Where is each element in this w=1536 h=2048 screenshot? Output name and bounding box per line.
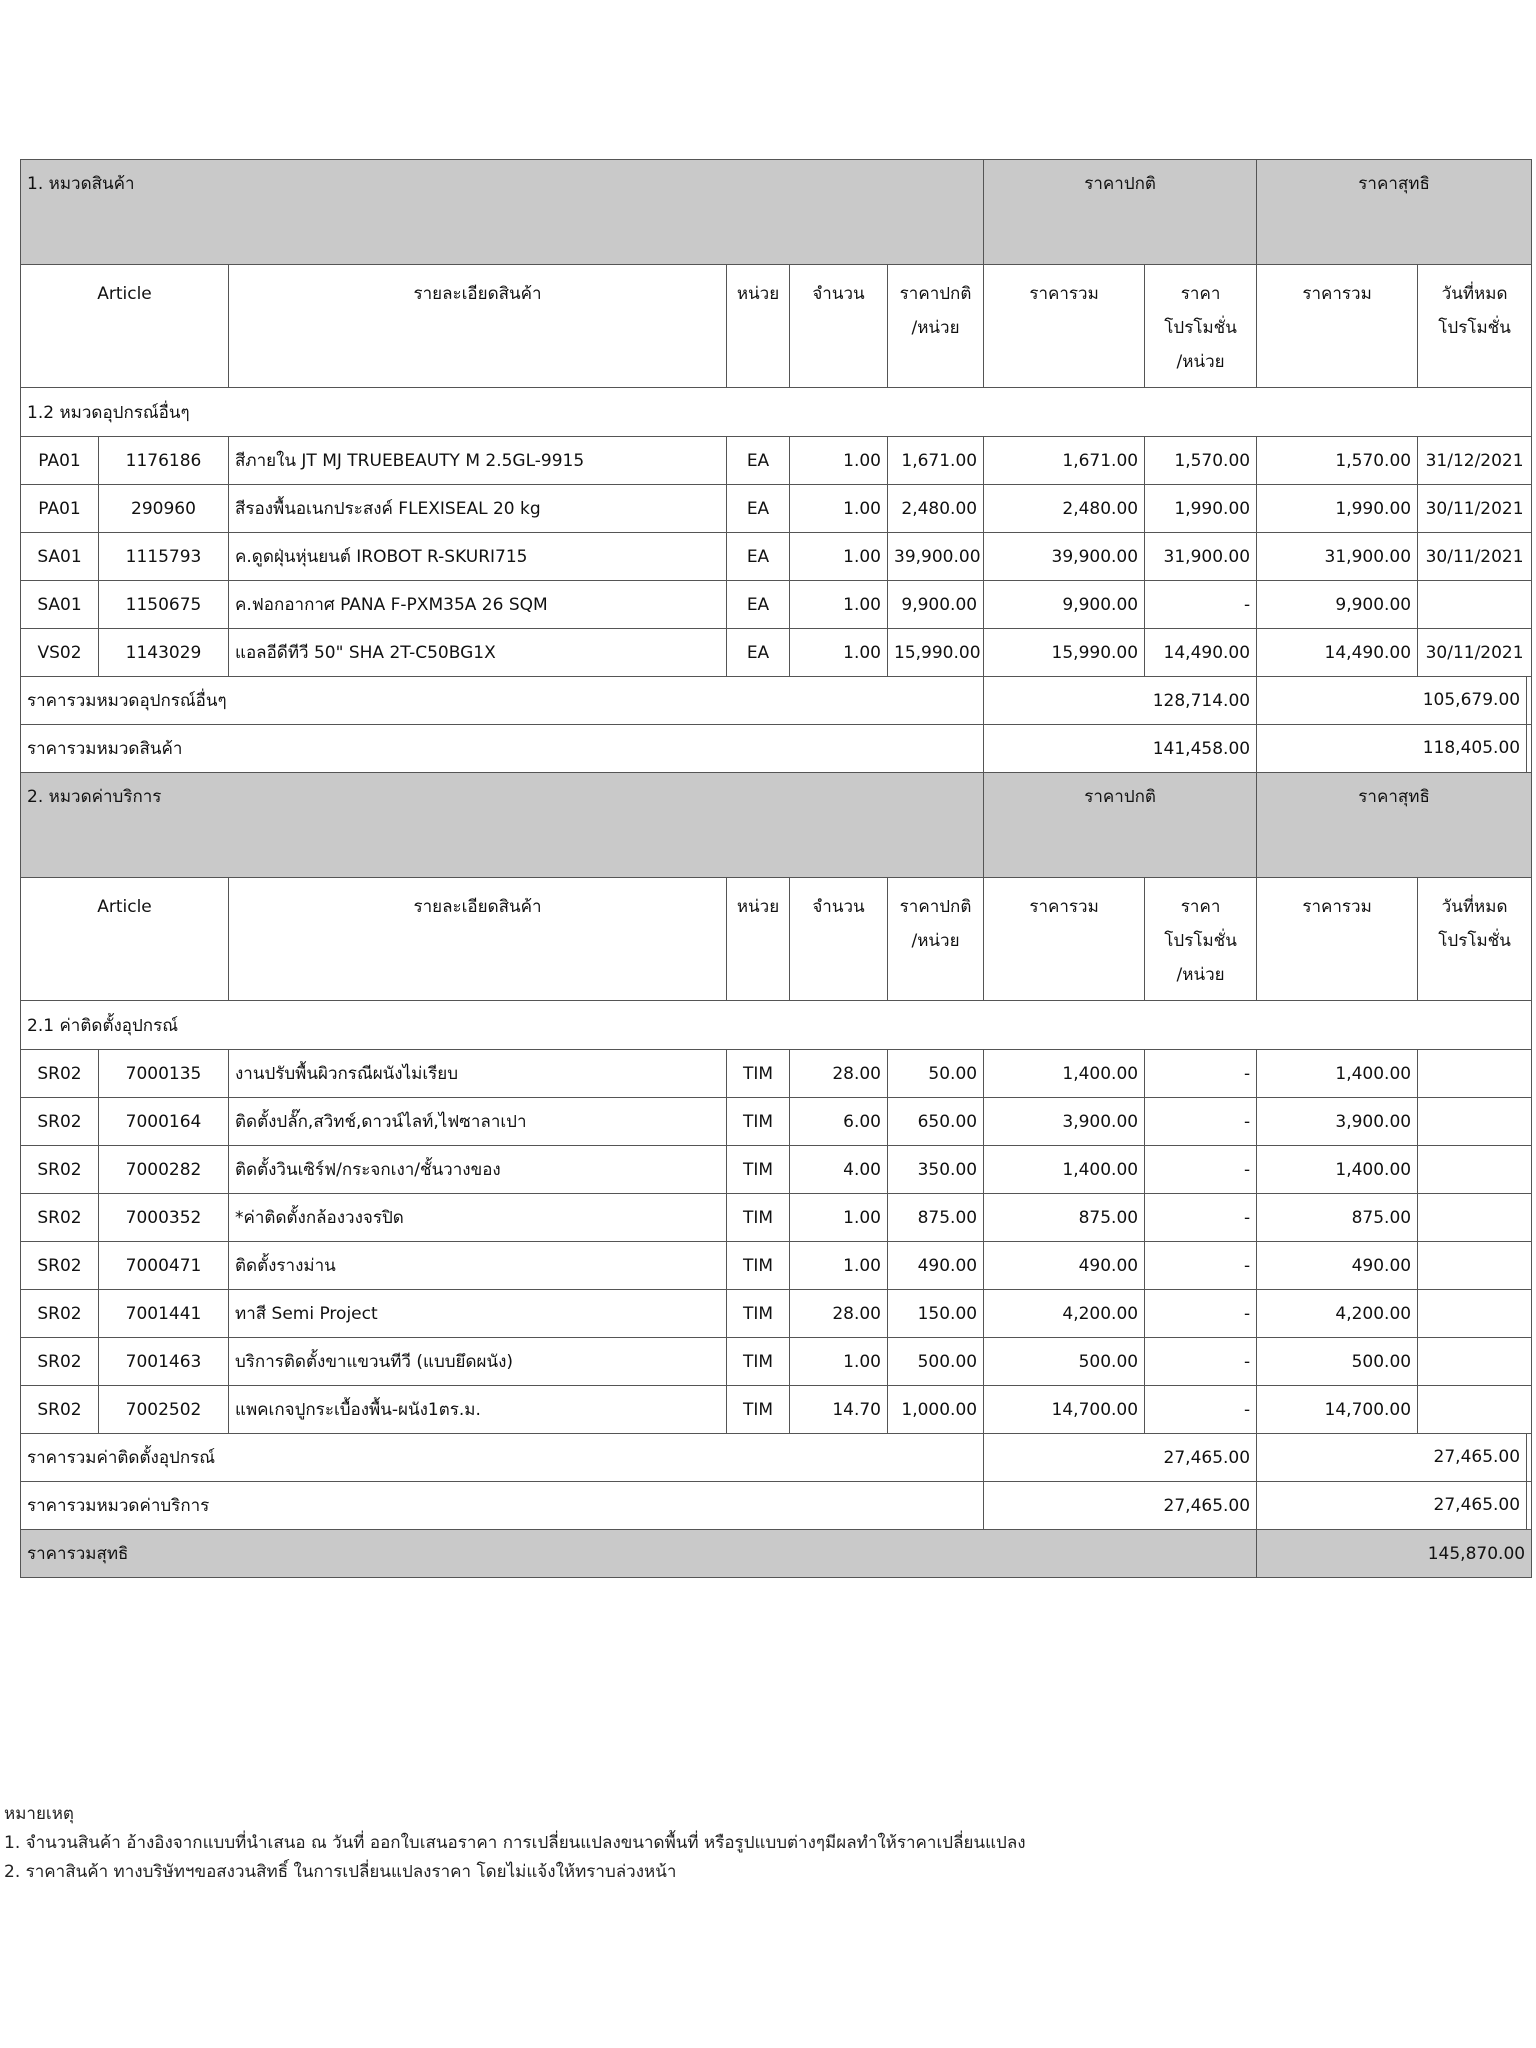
section-header — [21, 160, 1532, 265]
subtotal-label: ราคารวมค่าติดตั้งอุปกรณ์ — [21, 1434, 984, 1482]
item-unit: EA — [727, 629, 790, 677]
item-unit-price: 9,900.00 — [888, 581, 984, 629]
item-net-total: 4,200.00 — [1257, 1290, 1418, 1338]
subtotal-row — [21, 677, 1532, 725]
col-description: รายละเอียดสินค้า — [229, 265, 727, 388]
item-article: 290960 — [99, 485, 229, 533]
item-quantity: 6.00 — [790, 1098, 888, 1146]
col-unit-price: ราคาปกติ /หน่วย — [888, 878, 984, 1001]
item-article: 7000352 — [99, 1194, 229, 1242]
item-unit-price: 650.00 — [888, 1098, 984, 1146]
item-unit-price: 1,671.00 — [888, 437, 984, 485]
item-promo-end — [1418, 581, 1532, 629]
item-code: SR02 — [21, 1290, 99, 1338]
item-promo-end: 30/11/2021 — [1418, 485, 1532, 533]
column-header-row — [21, 265, 1532, 388]
item-total: 500.00 — [984, 1338, 1145, 1386]
section-header — [21, 773, 1532, 878]
notes — [4, 1800, 1026, 1887]
regular-price-heading: ราคาปกติ — [984, 773, 1257, 878]
regular-price-heading: ราคาปกติ — [984, 160, 1257, 265]
item-unit: TIM — [727, 1242, 790, 1290]
item-article: 1143029 — [99, 629, 229, 677]
item-quantity: 1.00 — [790, 629, 888, 677]
subtotal-net-cell — [1257, 1434, 1532, 1482]
item-promo-end: 31/12/2021 — [1418, 437, 1532, 485]
item-net-total: 875.00 — [1257, 1194, 1418, 1242]
item-unit-price: 50.00 — [888, 1050, 984, 1098]
notes-title: หมายเหตุ — [4, 1804, 74, 1824]
category-total-net: 118,405.00 — [1257, 725, 1527, 772]
item-quantity: 1.00 — [790, 437, 888, 485]
item-promo-price: 1,990.00 — [1145, 485, 1257, 533]
item-description: แอลอีดีทีวี 50" SHA 2T-C50BG1X — [229, 629, 727, 677]
item-unit-price: 490.00 — [888, 1242, 984, 1290]
col-promo-end: วันที่หมด โปรโมชั่น — [1418, 878, 1532, 1001]
item-row — [21, 1386, 1532, 1434]
item-promo-end — [1418, 1050, 1532, 1098]
item-row — [21, 533, 1532, 581]
item-row — [21, 1146, 1532, 1194]
item-description: งานปรับพื้นผิวกรณีผนังไม่เรียบ — [229, 1050, 727, 1098]
item-total: 14,700.00 — [984, 1386, 1145, 1434]
item-promo-end — [1418, 1338, 1532, 1386]
item-total: 1,400.00 — [984, 1050, 1145, 1098]
item-quantity: 1.00 — [790, 1242, 888, 1290]
item-row — [21, 581, 1532, 629]
col-total: ราคารวม — [984, 878, 1145, 1001]
item-quantity: 4.00 — [790, 1146, 888, 1194]
item-unit-price: 500.00 — [888, 1338, 984, 1386]
item-promo-price: - — [1145, 1050, 1257, 1098]
item-row — [21, 1290, 1532, 1338]
item-net-total: 1,570.00 — [1257, 437, 1418, 485]
item-promo-price: - — [1145, 1386, 1257, 1434]
item-promo-price: 1,570.00 — [1145, 437, 1257, 485]
item-total: 490.00 — [984, 1242, 1145, 1290]
col-article: Article — [21, 265, 229, 388]
section-title: 1. หมวดสินค้า — [21, 160, 984, 265]
col-unit-price: ราคาปกติ /หน่วย — [888, 265, 984, 388]
section-title: 2. หมวดค่าบริการ — [21, 773, 984, 878]
item-quantity: 14.70 — [790, 1386, 888, 1434]
item-unit: EA — [727, 533, 790, 581]
item-quantity: 1.00 — [790, 1194, 888, 1242]
item-description: ค.ดูดฝุ่นหุ่นยนต์ IROBOT R-SKURI715 — [229, 533, 727, 581]
item-promo-end: 30/11/2021 — [1418, 533, 1532, 581]
item-unit-price: 150.00 — [888, 1290, 984, 1338]
item-total: 1,400.00 — [984, 1146, 1145, 1194]
category-total-net-cell — [1257, 725, 1532, 773]
col-description: รายละเอียดสินค้า — [229, 878, 727, 1001]
item-promo-price: - — [1145, 1242, 1257, 1290]
item-article: 7001441 — [99, 1290, 229, 1338]
item-net-total: 1,990.00 — [1257, 485, 1418, 533]
item-code: VS02 — [21, 629, 99, 677]
note-item: 1. จำนวนสินค้า อ้างอิงจากแบบที่นำเสนอ ณ วันที่ ออกใบเสนอราคา การเปลี่ยนแปลงขนาดพื้นที่ หรือรูปแบบต่างๆมีผลทำให้ราคาเปลี่ยนแปลง — [4, 1833, 1026, 1853]
item-code: SR02 — [21, 1194, 99, 1242]
item-promo-end — [1418, 1290, 1532, 1338]
item-article: 7000164 — [99, 1098, 229, 1146]
item-net-total: 14,490.00 — [1257, 629, 1418, 677]
category-total-net: 27,465.00 — [1257, 1482, 1527, 1529]
item-net-total: 9,900.00 — [1257, 581, 1418, 629]
subtotal-regular: 27,465.00 — [984, 1434, 1257, 1482]
net-price-heading: ราคาสุทธิ — [1257, 773, 1532, 878]
subsection-row — [21, 1001, 1532, 1050]
item-description: สีรองพื้นอเนกประสงค์ FLEXISEAL 20 kg — [229, 485, 727, 533]
item-description: แพคเกจปูกระเบื้องพื้น-ผนัง1ตร.ม. — [229, 1386, 727, 1434]
subtotal-net: 27,465.00 — [1257, 1434, 1527, 1481]
item-row — [21, 629, 1532, 677]
item-unit-price: 2,480.00 — [888, 485, 984, 533]
item-unit: TIM — [727, 1146, 790, 1194]
item-unit: TIM — [727, 1194, 790, 1242]
item-promo-end — [1418, 1098, 1532, 1146]
item-article: 7000282 — [99, 1146, 229, 1194]
item-article: 7000135 — [99, 1050, 229, 1098]
item-code: SR02 — [21, 1338, 99, 1386]
grand-total-row — [21, 1530, 1532, 1578]
grand-total-label: ราคารวมสุทธิ — [21, 1530, 1257, 1578]
col-net-total: ราคารวม — [1257, 878, 1418, 1001]
item-unit-price: 350.00 — [888, 1146, 984, 1194]
item-unit-price: 1,000.00 — [888, 1386, 984, 1434]
col-net-total: ราคารวม — [1257, 265, 1418, 388]
item-quantity: 1.00 — [790, 1338, 888, 1386]
col-article: Article — [21, 878, 229, 1001]
item-total: 875.00 — [984, 1194, 1145, 1242]
item-promo-price: - — [1145, 1194, 1257, 1242]
item-promo-price: - — [1145, 1146, 1257, 1194]
subtotal-net: 105,679.00 — [1257, 677, 1527, 724]
item-code: SR02 — [21, 1386, 99, 1434]
item-total: 2,480.00 — [984, 485, 1145, 533]
item-quantity: 28.00 — [790, 1050, 888, 1098]
col-unit: หน่วย — [727, 265, 790, 388]
item-promo-price: 14,490.00 — [1145, 629, 1257, 677]
item-article: 7001463 — [99, 1338, 229, 1386]
subtotal-label: ราคารวมหมวดอุปกรณ์อื่นๆ — [21, 677, 984, 725]
item-article: 1150675 — [99, 581, 229, 629]
item-net-total: 31,900.00 — [1257, 533, 1418, 581]
item-promo-end — [1418, 1242, 1532, 1290]
item-description: *ค่าติดตั้งกล้องวงจรปิด — [229, 1194, 727, 1242]
item-quantity: 1.00 — [790, 485, 888, 533]
category-total-net-cell — [1257, 1482, 1532, 1530]
item-promo-end — [1418, 1194, 1532, 1242]
item-description: ติดตั้งรางม่าน — [229, 1242, 727, 1290]
category-total-regular: 141,458.00 — [984, 725, 1257, 773]
category-total-label: ราคารวมหมวดค่าบริการ — [21, 1482, 984, 1530]
item-article: 7000471 — [99, 1242, 229, 1290]
item-row — [21, 1242, 1532, 1290]
grand-total-value: 145,870.00 — [1257, 1530, 1532, 1578]
category-total-row — [21, 1482, 1532, 1530]
quotation-table — [20, 159, 1532, 1578]
note-item: 2. ราคาสินค้า ทางบริษัทฯขอสงวนสิทธิ์ ในการเปลี่ยนแปลงราคา โดยไม่แจ้งให้ทราบล่วงหน้า — [4, 1862, 677, 1882]
item-code: PA01 — [21, 485, 99, 533]
subsection-title: 2.1 ค่าติดตั้งอุปกรณ์ — [21, 1001, 1532, 1050]
item-quantity: 28.00 — [790, 1290, 888, 1338]
item-code: SR02 — [21, 1050, 99, 1098]
item-promo-end — [1418, 1386, 1532, 1434]
subtotal-net-cell — [1257, 677, 1532, 725]
item-description: ติดตั้งปลั๊ก,สวิทช์,ดาวน์ไลท์,ไฟซาลาเปา — [229, 1098, 727, 1146]
item-total: 39,900.00 — [984, 533, 1145, 581]
category-total-label: ราคารวมหมวดสินค้า — [21, 725, 984, 773]
item-unit: TIM — [727, 1338, 790, 1386]
item-net-total: 14,700.00 — [1257, 1386, 1418, 1434]
item-unit: TIM — [727, 1050, 790, 1098]
item-quantity: 1.00 — [790, 533, 888, 581]
item-unit-price: 39,900.00 — [888, 533, 984, 581]
item-code: SR02 — [21, 1146, 99, 1194]
item-description: สีภายใน JT MJ TRUEBEAUTY M 2.5GL-9915 — [229, 437, 727, 485]
item-total: 15,990.00 — [984, 629, 1145, 677]
col-total: ราคารวม — [984, 265, 1145, 388]
item-promo-end: 30/11/2021 — [1418, 629, 1532, 677]
item-total: 9,900.00 — [984, 581, 1145, 629]
item-total: 1,671.00 — [984, 437, 1145, 485]
subtotal-row — [21, 1434, 1532, 1482]
item-unit-price: 875.00 — [888, 1194, 984, 1242]
item-code: PA01 — [21, 437, 99, 485]
item-code: SR02 — [21, 1242, 99, 1290]
column-header-row — [21, 878, 1532, 1001]
item-net-total: 490.00 — [1257, 1242, 1418, 1290]
col-promo-end: วันที่หมด โปรโมชั่น — [1418, 265, 1532, 388]
item-code: SA01 — [21, 533, 99, 581]
item-unit: EA — [727, 485, 790, 533]
col-quantity: จำนวน — [790, 265, 888, 388]
item-promo-price: - — [1145, 1290, 1257, 1338]
item-unit: TIM — [727, 1386, 790, 1434]
net-price-heading: ราคาสุทธิ — [1257, 160, 1532, 265]
col-promo-price: ราคา โปรโมชั่น /หน่วย — [1145, 265, 1257, 388]
item-net-total: 3,900.00 — [1257, 1098, 1418, 1146]
subsection-row — [21, 388, 1532, 437]
item-row — [21, 1098, 1532, 1146]
col-promo-price: ราคา โปรโมชั่น /หน่วย — [1145, 878, 1257, 1001]
item-row — [21, 1338, 1532, 1386]
item-net-total: 1,400.00 — [1257, 1146, 1418, 1194]
col-unit: หน่วย — [727, 878, 790, 1001]
item-promo-price: - — [1145, 581, 1257, 629]
item-promo-price: - — [1145, 1098, 1257, 1146]
item-unit: TIM — [727, 1290, 790, 1338]
item-description: ทาสี Semi Project — [229, 1290, 727, 1338]
item-net-total: 1,400.00 — [1257, 1050, 1418, 1098]
item-promo-end — [1418, 1146, 1532, 1194]
item-code: SA01 — [21, 581, 99, 629]
item-article: 1176186 — [99, 437, 229, 485]
subtotal-regular: 128,714.00 — [984, 677, 1257, 725]
item-net-total: 500.00 — [1257, 1338, 1418, 1386]
item-promo-price: - — [1145, 1338, 1257, 1386]
item-description: ติดตั้งวินเซิร์ฟ/กระจกเงา/ชั้นวางของ — [229, 1146, 727, 1194]
item-quantity: 1.00 — [790, 581, 888, 629]
item-total: 3,900.00 — [984, 1098, 1145, 1146]
item-unit: EA — [727, 581, 790, 629]
item-article: 7002502 — [99, 1386, 229, 1434]
item-row — [21, 485, 1532, 533]
item-row — [21, 1050, 1532, 1098]
item-total: 4,200.00 — [984, 1290, 1145, 1338]
category-total-row — [21, 725, 1532, 773]
item-promo-price: 31,900.00 — [1145, 533, 1257, 581]
item-unit: TIM — [727, 1098, 790, 1146]
item-description: ค.ฟอกอากาศ PANA F-PXM35A 26 SQM — [229, 581, 727, 629]
item-article: 1115793 — [99, 533, 229, 581]
col-quantity: จำนวน — [790, 878, 888, 1001]
item-unit: EA — [727, 437, 790, 485]
item-description: บริการติดตั้งขาแขวนทีวี (แบบยึดผนัง) — [229, 1338, 727, 1386]
subsection-title: 1.2 หมวดอุปกรณ์อื่นๆ — [21, 388, 1532, 437]
item-unit-price: 15,990.00 — [888, 629, 984, 677]
item-row — [21, 1194, 1532, 1242]
item-code: SR02 — [21, 1098, 99, 1146]
item-row — [21, 437, 1532, 485]
category-total-regular: 27,465.00 — [984, 1482, 1257, 1530]
